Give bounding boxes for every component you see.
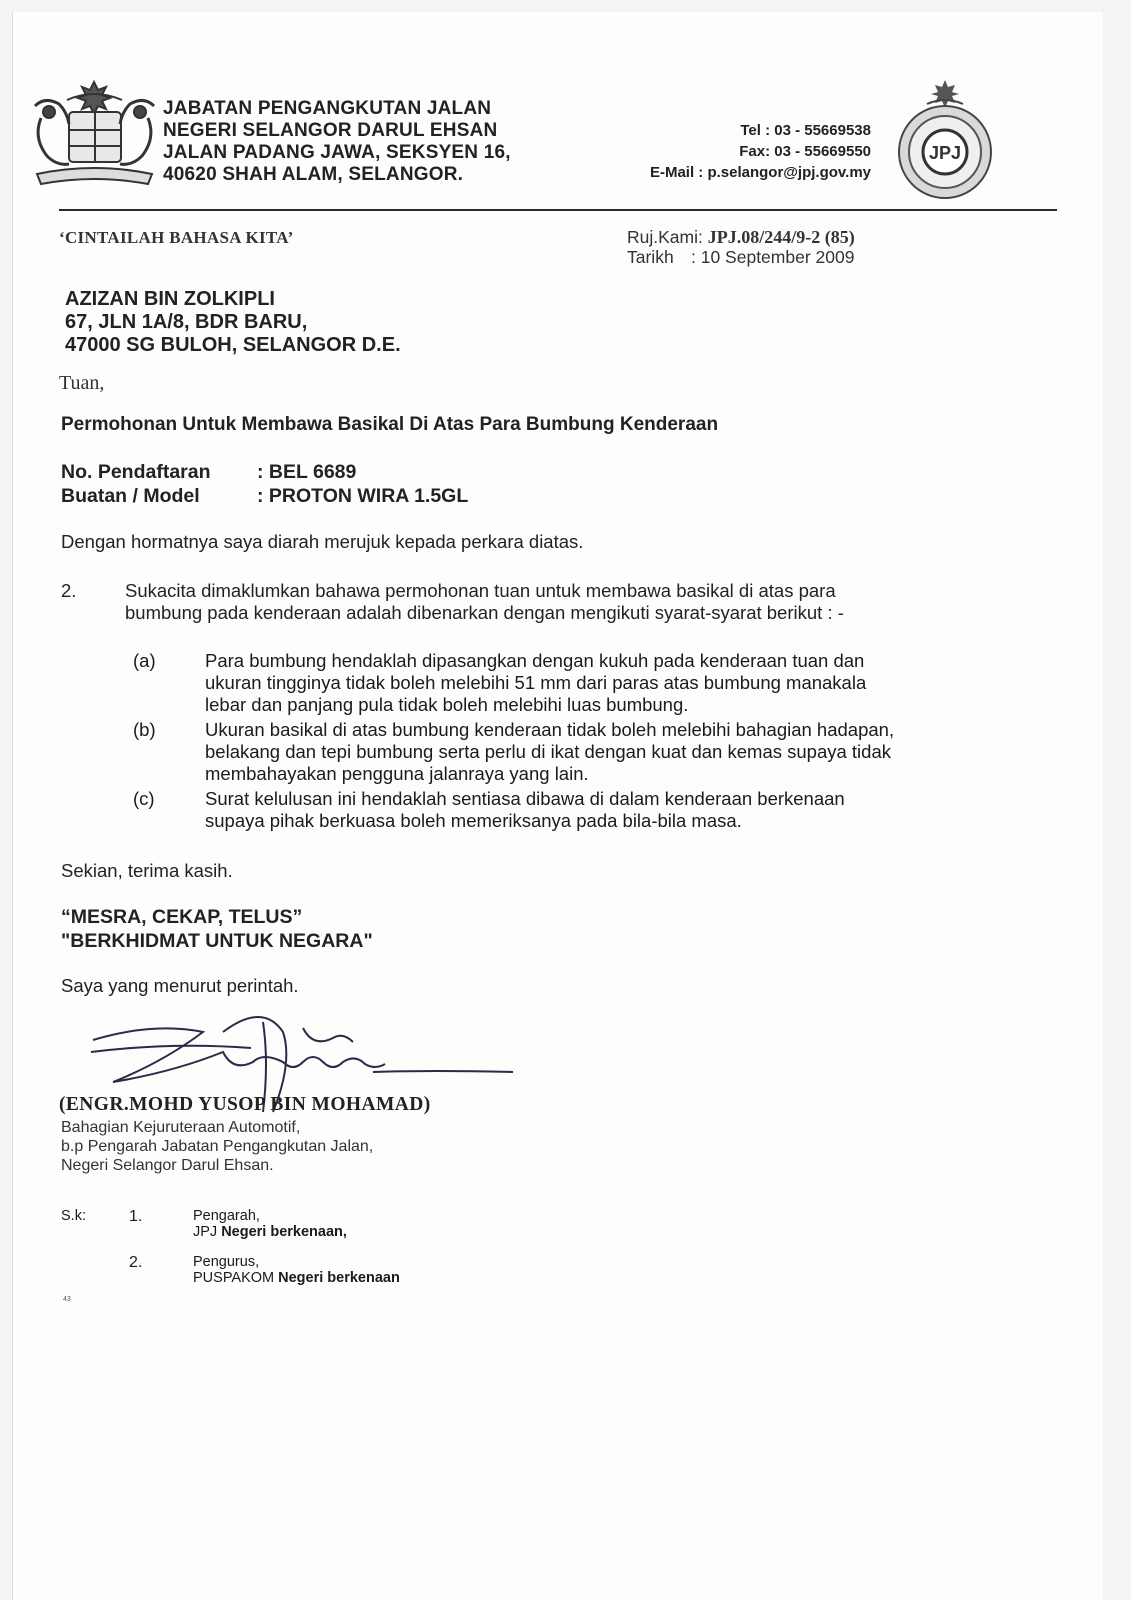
mottos xyxy=(61,905,373,953)
letter-page xyxy=(12,12,1103,1600)
model-label: Buatan / Model xyxy=(61,485,200,507)
condition-label: (c) xyxy=(133,788,155,809)
jpj-logo-text: JPJ xyxy=(928,143,962,163)
cc-line: PUSPAKOM xyxy=(193,1270,279,1286)
subject-line: Permohonan Untuk Membawa Basikal Di Atas Para Bumbung Kenderaan xyxy=(61,414,719,435)
cc-recipient-1 xyxy=(193,1208,347,1240)
condition-label: (b) xyxy=(133,719,156,740)
signatory-name: (ENGR.MOHD YUSOP BIN MOHAMAD) xyxy=(59,1094,431,1115)
closing-line: Sekian, terima kasih. xyxy=(61,860,233,881)
condition-line: belakang dan tepi bumbung serta perlu di ikat dengan kuat dan kemas supaya tidak xyxy=(205,741,891,762)
recipient-line: 67, JLN 1A/8, BDR BARU, xyxy=(65,311,308,333)
condition-line: ukuran tingginya tidak boleh melebihi 51 mm dari paras atas bumbung manakala xyxy=(205,672,867,693)
agency-line: 40620 SHAH ALAM, SELANGOR. xyxy=(163,164,464,185)
paragraph-2-line: Sukacita dimaklumkan bahawa permohonan tuan untuk membawa basikal di atas para xyxy=(125,580,836,601)
cc-line: JPJ xyxy=(193,1224,222,1240)
signatory-line: Bahagian Kejuruteraan Automotif, xyxy=(61,1119,301,1136)
cc-label: S.k: xyxy=(61,1208,86,1224)
signatory-line: b.p Pengarah Jabatan Pengangkutan Jalan, xyxy=(61,1138,374,1155)
tarikh-value: : 10 September 2009 xyxy=(691,247,855,267)
signatory-line: Negeri Selangor Darul Ehsan. xyxy=(61,1157,274,1174)
condition-text xyxy=(205,650,1005,716)
recipient-line: AZIZAN BIN ZOLKIPLI xyxy=(65,288,275,310)
condition-line: lebar dan panjang pula tidak boleh melebihi luas bumbung. xyxy=(205,694,689,715)
condition-text xyxy=(205,719,1005,785)
agency-line: JALAN PADANG JAWA, SEKSYEN 16, xyxy=(163,142,511,163)
vehicle-details xyxy=(61,460,468,508)
jpj-logo-icon xyxy=(889,78,1001,202)
motto-line: "BERKHIDMAT UNTUK NEGARA" xyxy=(61,930,373,952)
cc-line-bold: Negeri berkenaan, xyxy=(221,1224,347,1240)
reference-block xyxy=(627,227,855,267)
agency-line: NEGERI SELANGOR DARUL EHSAN xyxy=(163,120,498,141)
condition-line: membahayakan pengguna jalanraya yang lain. xyxy=(205,763,589,784)
header-rule xyxy=(59,209,1057,211)
tarikh-label: Tarikh xyxy=(627,247,674,267)
fax-number: Fax: 03 - 55669550 xyxy=(739,143,871,160)
reg-value: : BEL 6689 xyxy=(257,461,357,483)
cc-number: 1. xyxy=(129,1208,143,1225)
condition-line: supaya pihak berkuasa boleh memeriksanya pada bila-bila masa. xyxy=(205,810,742,831)
condition-text xyxy=(205,788,1005,832)
paragraph-2-number: 2. xyxy=(61,580,77,601)
email-address: E-Mail : p.selangor@jpj.gov.my xyxy=(649,164,871,181)
language-slogan: ‘CINTAILAH BAHASA KITA’ xyxy=(59,228,294,247)
paragraph-2-line: bumbung pada kenderaan adalah dibenarkan dengan mengikuti syarat-syarat berikut : - xyxy=(125,601,844,623)
signatory-title xyxy=(61,1118,373,1175)
ruj-label: Ruj.Kami: xyxy=(627,227,703,247)
model-value: : PROTON WIRA 1.5GL xyxy=(257,485,469,507)
tel-number: Tel : 03 - 55669538 xyxy=(740,122,871,139)
cc-line: Pengarah, xyxy=(193,1208,260,1224)
motto-line: “MESRA, CEKAP, TELUS” xyxy=(61,906,303,928)
condition-line: Ukuran basikal di atas bumbung kenderaan tidak boleh melebihi bahagian hadapan, xyxy=(205,719,895,740)
agency-line: JABATAN PENGANGKUTAN JALAN xyxy=(163,98,492,119)
salutation: Tuan, xyxy=(59,372,105,394)
paragraph-1: Dengan hormatnya saya diarah merujuk kepada perkara diatas. xyxy=(61,531,584,552)
cc-number: 2. xyxy=(129,1254,143,1271)
contact-info xyxy=(603,120,871,183)
malaysia-coat-of-arms-icon xyxy=(27,78,162,196)
reg-label: No. Pendaftaran xyxy=(61,461,211,483)
page-mark: 43 xyxy=(63,1296,71,1303)
condition-line: Surat kelulusan ini hendaklah sentiasa dibawa di dalam kenderaan berkenaan xyxy=(205,788,845,809)
yours-faithfully: Saya yang menurut perintah. xyxy=(61,975,299,996)
agency-address xyxy=(163,98,511,186)
ruj-value: JPJ.08/244/9-2 (85) xyxy=(707,227,855,247)
cc-line-bold: Negeri berkenaan xyxy=(278,1270,400,1286)
condition-line: Para bumbung hendaklah dipasangkan dengan kukuh pada kenderaan tuan dan xyxy=(205,650,865,671)
condition-label: (a) xyxy=(133,650,156,671)
cc-recipient-2 xyxy=(193,1254,400,1286)
recipient-line: 47000 SG BULOH, SELANGOR D.E. xyxy=(65,334,401,356)
cc-line: Pengurus, xyxy=(193,1254,260,1270)
recipient-address xyxy=(65,288,401,357)
paragraph-2 xyxy=(125,580,844,623)
